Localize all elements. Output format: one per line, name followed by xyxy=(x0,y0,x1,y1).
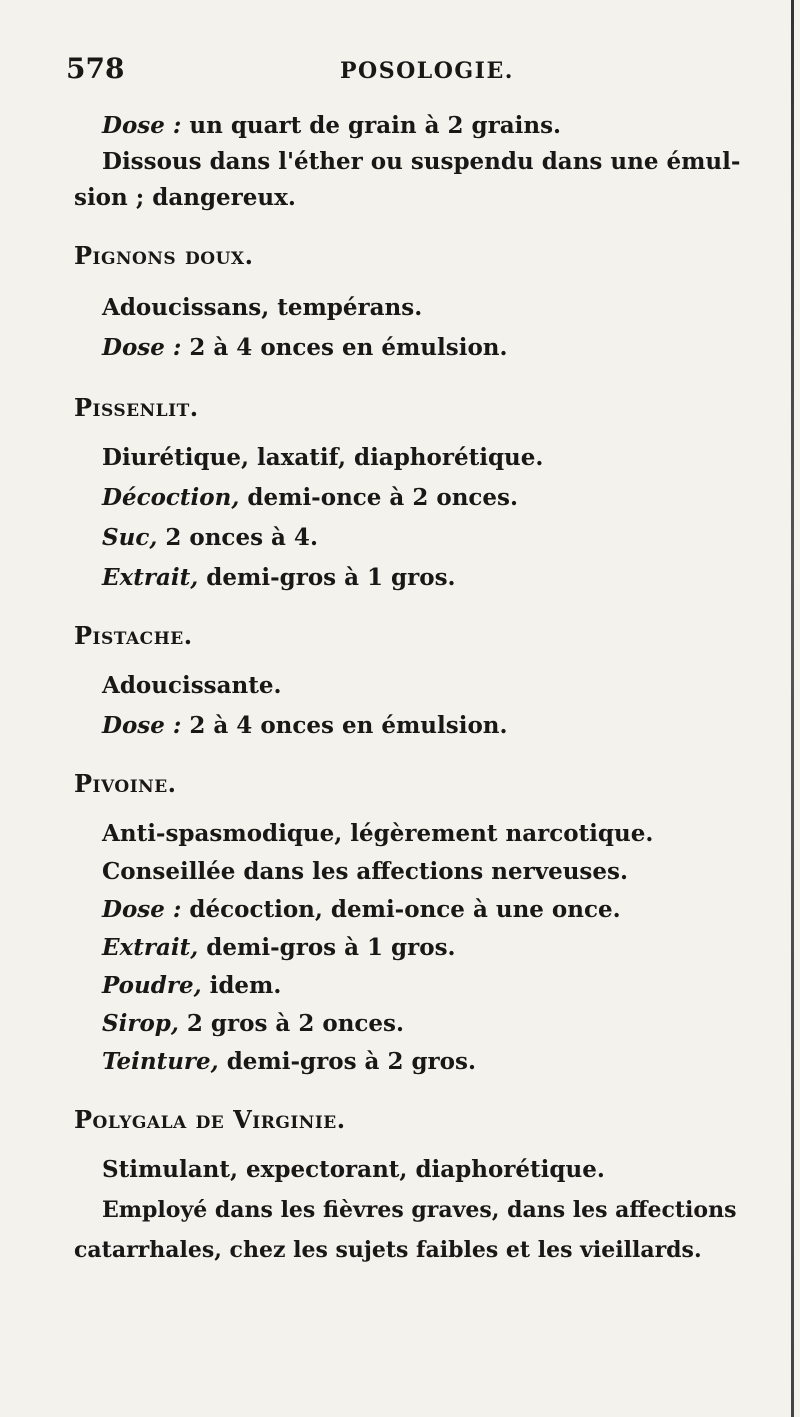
entry-heading xyxy=(74,622,193,650)
entry-heading xyxy=(74,394,199,422)
line-text: idem. xyxy=(209,972,282,999)
text-line xyxy=(102,112,561,140)
text-line xyxy=(74,1236,702,1264)
text-line xyxy=(102,934,456,962)
dose-label: Dose : xyxy=(102,112,182,139)
line-text: demi-gros à 2 gros. xyxy=(226,1048,476,1075)
heading-text: Pissenlit. xyxy=(74,393,199,422)
line-text: Conseillée dans les affections nerveuses. xyxy=(102,858,628,885)
text-line xyxy=(102,1156,605,1184)
page-edge-shadow xyxy=(791,0,794,1417)
text-line xyxy=(102,896,621,924)
heading-text: Pistache. xyxy=(74,621,193,650)
text-line xyxy=(102,1196,736,1224)
line-text: demi-once à 2 onces. xyxy=(247,484,519,511)
text-line xyxy=(74,184,296,212)
text-line xyxy=(102,564,456,592)
preparation-label: Poudre, xyxy=(102,972,202,999)
running-title: POSOLOGIE. xyxy=(340,58,514,84)
text-line xyxy=(102,672,282,700)
page-number: 578 xyxy=(66,52,125,85)
preparation-label: Extrait, xyxy=(102,934,199,961)
line-text: Stimulant, expectorant, diaphorétique. xyxy=(102,1156,605,1183)
line-text: décoction, demi-once à une once. xyxy=(189,896,621,923)
page-header xyxy=(66,52,766,96)
text-line xyxy=(102,334,508,362)
heading-text: Pivoine. xyxy=(74,769,177,798)
line-text: sion ; dangereux. xyxy=(74,184,296,211)
heading-text: Pignons doux. xyxy=(74,241,254,270)
entry-heading xyxy=(74,242,253,270)
line-text: demi-gros à 1 gros. xyxy=(206,564,456,591)
line-text: catarrhales, chez les sujets faibles et les vieillards. xyxy=(74,1237,702,1263)
text-line xyxy=(102,444,543,472)
line-text: Diurétique, laxatif, diaphorétique. xyxy=(102,444,544,471)
text-line xyxy=(102,1010,404,1038)
preparation-label: Décoction, xyxy=(102,484,240,511)
line-text: Anti-spasmodique, légèrement narcotique. xyxy=(102,820,654,847)
text-line xyxy=(102,148,740,176)
line-text: un quart de grain à 2 grains. xyxy=(189,112,562,139)
dose-label: Dose : xyxy=(102,712,182,739)
preparation-label: Suc, xyxy=(102,524,158,551)
heading-text: Polygala de Virginie. xyxy=(74,1105,346,1134)
preparation-label: Teinture, xyxy=(102,1048,219,1075)
text-line xyxy=(102,712,508,740)
text-line xyxy=(102,820,653,848)
entry-heading xyxy=(74,1106,346,1134)
line-text: 2 gros à 2 onces. xyxy=(186,1010,405,1037)
text-line xyxy=(102,484,518,512)
text-line xyxy=(102,524,318,552)
entry-heading xyxy=(74,770,177,798)
line-text: Adoucissans, tempérans. xyxy=(102,294,423,321)
dose-label: Dose : xyxy=(102,896,182,923)
line-text: demi-gros à 1 gros. xyxy=(206,934,456,961)
text-line xyxy=(102,972,281,1000)
preparation-label: Sirop, xyxy=(102,1010,179,1037)
preparation-label: Extrait, xyxy=(102,564,199,591)
line-text: 2 à 4 onces en émulsion. xyxy=(189,712,508,739)
line-text: Adoucissante. xyxy=(102,672,282,699)
text-line xyxy=(102,294,422,322)
text-line xyxy=(102,858,628,886)
text-line xyxy=(102,1048,476,1076)
line-text: Employé dans les fièvres graves, dans les affections xyxy=(102,1197,737,1223)
line-text: 2 onces à 4. xyxy=(165,524,318,551)
dose-label: Dose : xyxy=(102,334,182,361)
line-text: 2 à 4 onces en émulsion. xyxy=(189,334,508,361)
line-text: Dissous dans l'éther ou suspendu dans une émul- xyxy=(102,148,741,175)
